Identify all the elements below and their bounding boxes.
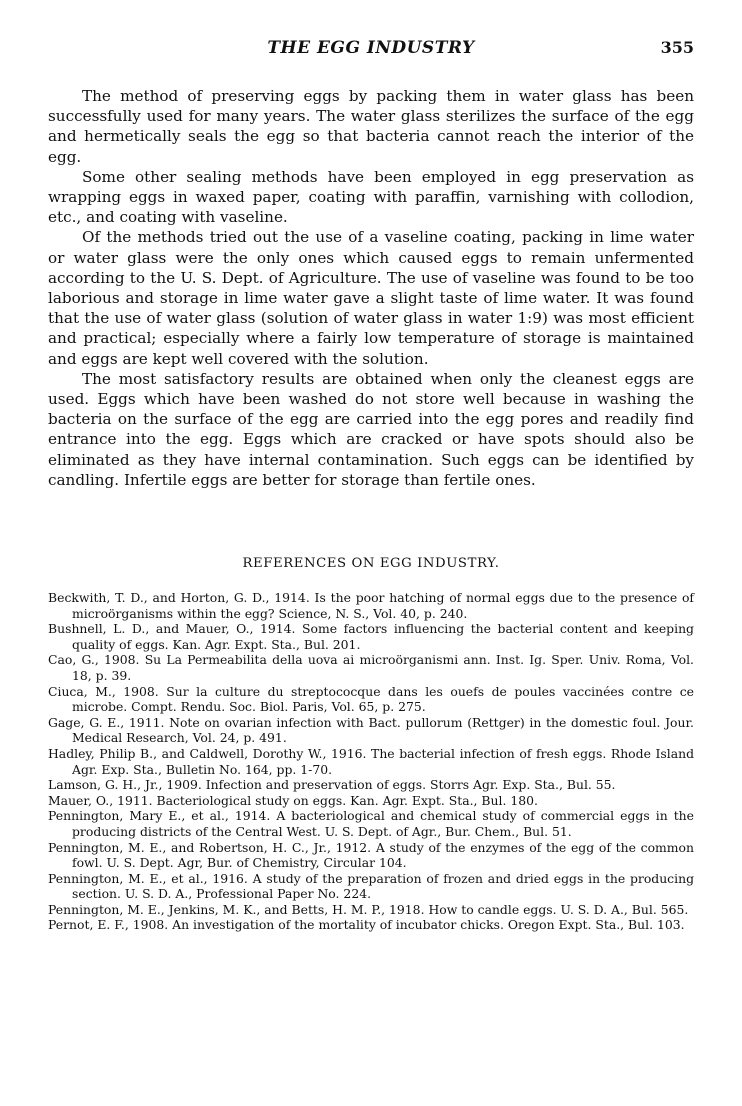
reference-item: Pennington, M. E., and Robertson, H. C., Jr., 1912. A study of the enzymes of the egg of the common fowl. U. S. Dept. Agr, Bur. of Chemistry, Circular 104. (48, 839, 694, 871)
references-list (48, 590, 694, 933)
reference-item: Hadley, Philip B., and Caldwell, Dorothy W., 1916. The bacterial infection of fresh eggs. Rhode Island Agr. Exp. Sta., Bulletin No. 164, pp. 1-70. (48, 745, 694, 777)
reference-item: Pennington, M. E., et al., 1916. A study of the preparation of frozen and dried eggs in the producing section. U. S. D. A., Professional Paper No. 224. (48, 870, 694, 902)
reference-item: Lamson, G. H., Jr., 1909. Infection and preservation of eggs. Storrs Agr. Exp. Sta., Bul. 55. (48, 777, 616, 793)
references-heading: REFERENCES ON EGG INDUSTRY. (242, 556, 500, 571)
reference-item: Ciuca, M., 1908. Sur la culture du streptococque dans les ouefs de poules vaccinées contre ce microbe. Compt. Rendu. Soc. Biol. Paris, Vol. 65, p. 275. (48, 683, 694, 715)
reference-item: Gage, G. E., 1911. Note on ovarian infection with Bact. pullorum (Rettger) in the domestic foul. Jour. Medical Research, Vol. 24, p. 491. (48, 714, 694, 746)
page-number: 355 (660, 38, 694, 57)
reference-item: Pennington, Mary E., et al., 1914. A bacteriological and chemical study of commercial eggs in the producing districts of the Central West. U. S. Dept. of Agr., Bur. Chem., Bul. 51. (48, 808, 694, 839)
running-title: THE EGG INDUSTRY (267, 38, 475, 58)
reference-item: Bushnell, L. D., and Mauer, O., 1914. Some factors influencing the bacterial content and keeping quality of eggs. Kan. Agr. Expt. Sta., Bul. 201. (48, 621, 694, 652)
reference-item: Cao, G., 1908. Su La Permeabilita della uova ai microörganismi ann. Inst. Ig. Sper. Univ. Roma, Vol. 18, p. 39. (48, 652, 694, 683)
paragraph: Of the methods tried out the use of a vaseline coating, packing in lime water or water glass were the only ones which caused eggs to remain unfermented according to the U. S. Dept. of Agriculture. The use of vaseline was found to be too laborious and storage in lime water gave a slight taste of lime water. It was found that the use of water glass (solution of water glass in water 1:9) was most efficient and practical; especially where a fairly low temperature of storage is maintained and eggs are kept well covered with the solution. (48, 228, 694, 368)
reference-item: Pennington, M. E., Jenkins, M. K., and Betts, H. M. P., 1918. How to candle eggs. U. S. D. A., Bul. 565. (48, 901, 689, 917)
paragraph: The method of preserving eggs by packing them in water glass has been successfully used for many years. The water glass sterilizes the surface of the egg and hermetically seals the egg so that bacteria cannot reach the interior of the egg. (48, 87, 694, 166)
paragraph: Some other sealing methods have been employed in egg preservation as wrapping eggs in waxed paper, coating with paraffin, varnishing with collodion, etc., and coating with vaseline. (48, 167, 694, 227)
reference-item: Pernot, E. F., 1908. An investigation of the mortality of incubator chicks. Oregon Expt. Sta., Bul. 103. (48, 917, 685, 933)
reference-item: Beckwith, T. D., and Horton, G. D., 1914. Is the poor hatching of normal eggs due to the presence of microörganisms within the egg? Science, N. S., Vol. 40, p. 240. (48, 590, 694, 621)
body-text (48, 86, 694, 490)
paragraph: The most satisfactory results are obtained when only the cleanest eggs are used. Eggs which have been washed do not store well because in washing the bacteria on the surface of the egg are carried into the egg pores and readily find entrance into the egg. Eggs which are cracked or have spots should also be eliminated as they have internal contamination. Such eggs can be identified by candling. Infertile eggs are better for storage than fertile ones. (48, 369, 694, 489)
reference-item: Mauer, O., 1911. Bacteriological study on eggs. Kan. Agr. Expt. Sta., Bul. 180. (48, 792, 538, 808)
page-header (48, 38, 694, 64)
